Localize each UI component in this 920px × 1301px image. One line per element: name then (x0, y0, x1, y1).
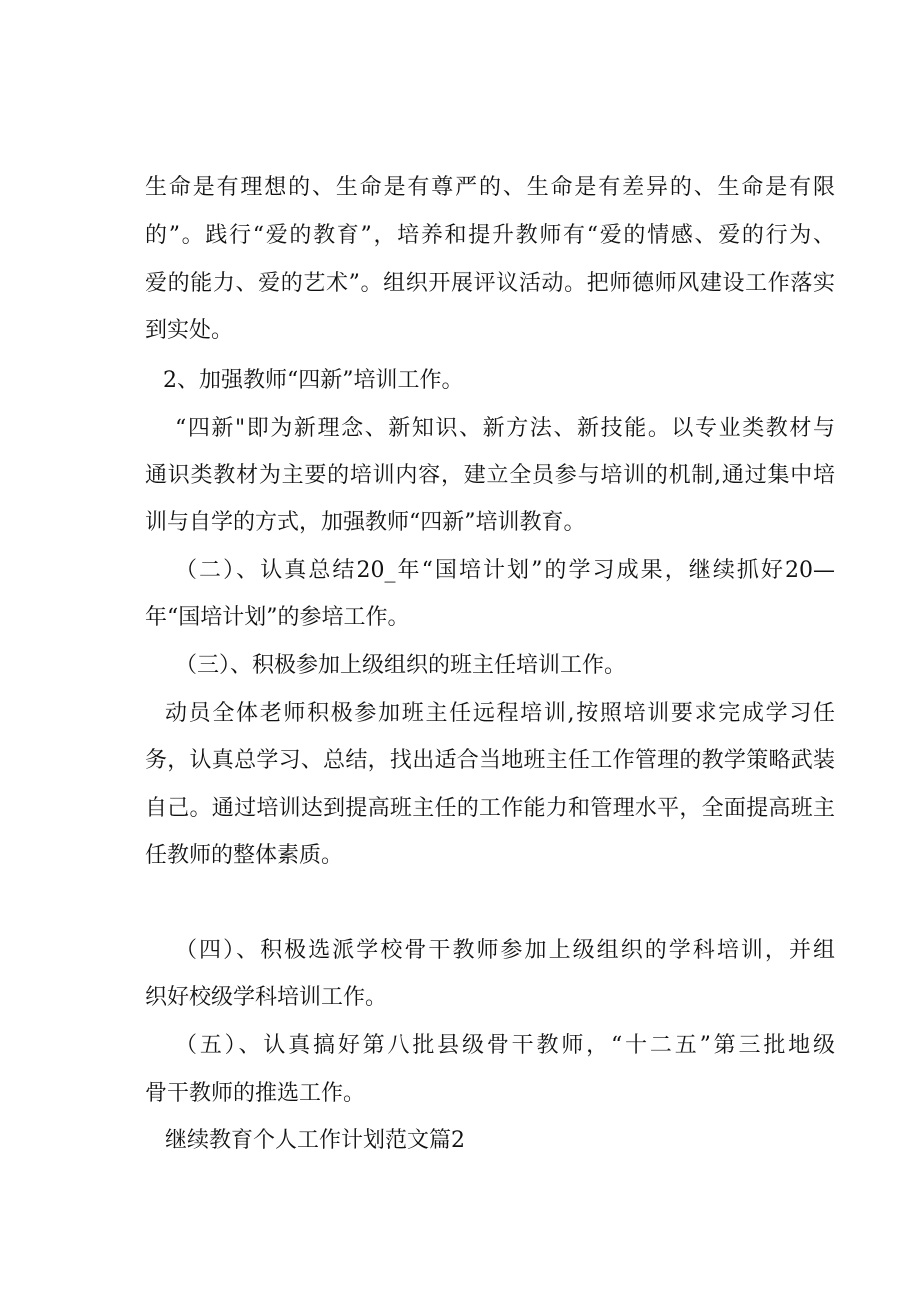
paragraph-line: 织好校级学科培训工作。 (145, 985, 388, 1010)
paragraph-line: 动员全体老师积极参加班主任远程培训,按照培训要求完成学习任 (165, 701, 835, 726)
paragraph-line: （三）、积极参加上级组织的班主任培训工作。 (175, 653, 627, 678)
paragraph-line: （四）、积极选派学校骨干教师参加上级组织的学科培训，并组 (175, 938, 835, 963)
paragraph-line: 自己。通过培训达到提高班主任的工作能力和管理水平，全面提高班主 (145, 796, 835, 821)
paragraph-line: 务，认真总学习、总结，找出适合当地班主任工作管理的教学策略武装 (145, 748, 835, 773)
paragraph-line: 爱的能力、爱的艺术”。组织开展评议活动。把师德师风建设工作落实 (145, 271, 835, 296)
section-heading: 继续教育个人工作计划范文篇2 (165, 1128, 465, 1153)
paragraph-line: 任教师的整体素质。 (145, 843, 344, 868)
paragraph-line: 2、加强教师“四新”培训工作。 (163, 368, 464, 393)
paragraph-line: 生命是有理想的、生命是有尊严的、生命是有差异的、生命是有限 (145, 175, 835, 200)
paragraph-line: （五）、认真搞好第八批县级骨干教师，“十二五”第三批地级 (175, 1033, 835, 1058)
paragraph-line: 骨干教师的推选工作。 (145, 1081, 366, 1106)
paragraph-line: 训与自学的方式，加强教师“四新”培训教育。 (145, 510, 586, 535)
paragraph-line: “四新"即为新理念、新知识、新方法、新技能。以专业类教材与 (175, 416, 835, 441)
paragraph-line: 到实处。 (145, 318, 234, 343)
paragraph-line: （二）、认真总结20_年“国培计划”的学习成果，继续抓好20— (175, 558, 835, 583)
paragraph-line: 的”。践行“爱的教育”，培养和提升教师有“爱的情感、爱的行为、 (145, 223, 835, 248)
paragraph-line: 通识类教材为主要的培训内容，建立全员参与培训的机制,通过集中培 (145, 463, 835, 488)
paragraph-line: 年“国培计划”的参培工作。 (145, 605, 410, 630)
